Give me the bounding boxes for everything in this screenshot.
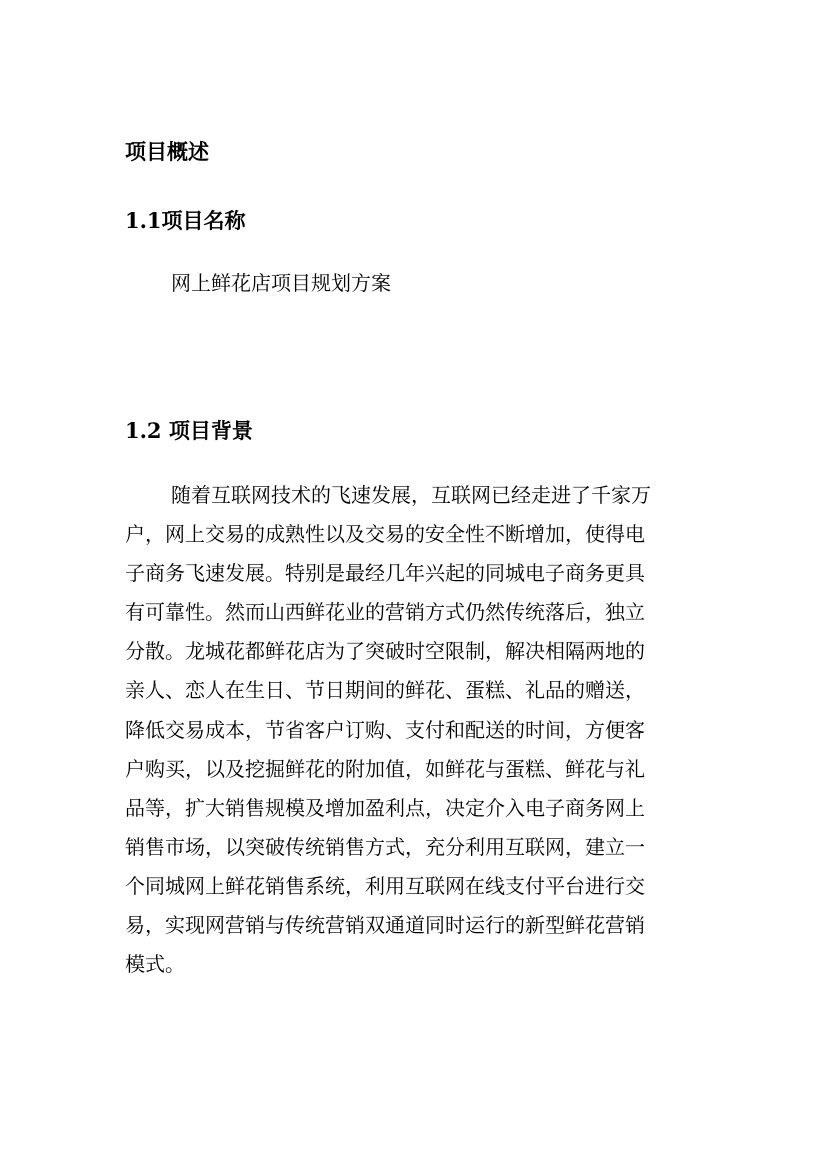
paragraph-line: 个同城网上鲜花销售系统，利用互联网在线支付平台进行交 bbox=[125, 873, 645, 898]
paragraph-line: 亲人、恋人在生日、节日期间的鲜花、蛋糕、礼品的赠送， bbox=[125, 678, 645, 703]
subsection-heading-project-background: 1.2 项目背景 bbox=[125, 418, 253, 443]
paragraph-line: 易，实现网营销与传统营销双通道同时运行的新型鲜花营销 bbox=[125, 913, 645, 938]
paragraph-line: 子商务飞速发展。特别是最经几年兴起的同城电子商务更具 bbox=[125, 561, 645, 586]
paragraph-line: 降低交易成本，节省客户订购、支付和配送的时间，方便客 bbox=[125, 717, 645, 742]
project-name-text: 网上鲜花店项目规划方案 bbox=[171, 271, 391, 295]
paragraph-line: 销售市场，以突破传统销售方式，充分利用互联网，建立一 bbox=[125, 834, 645, 859]
paragraph-line: 有可靠性。然而山西鲜花业的营销方式仍然传统落后，独立 bbox=[125, 600, 645, 625]
paragraph-line: 分散。龙城花都鲜花店为了突破时空限制，解决相隔两地的 bbox=[125, 639, 645, 664]
background-paragraph bbox=[125, 476, 701, 984]
paragraph-line: 户购买，以及挖掘鲜花的附加值，如鲜花与蛋糕、鲜花与礼 bbox=[125, 756, 645, 781]
subsection-heading-project-name: 1.1项目名称 bbox=[125, 208, 246, 233]
section-title: 项目概述 bbox=[125, 139, 209, 164]
paragraph-line: 随着互联网技术的飞速发展，互联网已经走进了千家万 bbox=[171, 483, 651, 507]
paragraph-line: 模式。 bbox=[125, 952, 185, 977]
paragraph-line: 品等，扩大销售规模及增加盈利点，决定介入电子商务网上 bbox=[125, 795, 645, 820]
paragraph-line: 户，网上交易的成熟性以及交易的安全性不断增加，使得电 bbox=[125, 522, 645, 547]
